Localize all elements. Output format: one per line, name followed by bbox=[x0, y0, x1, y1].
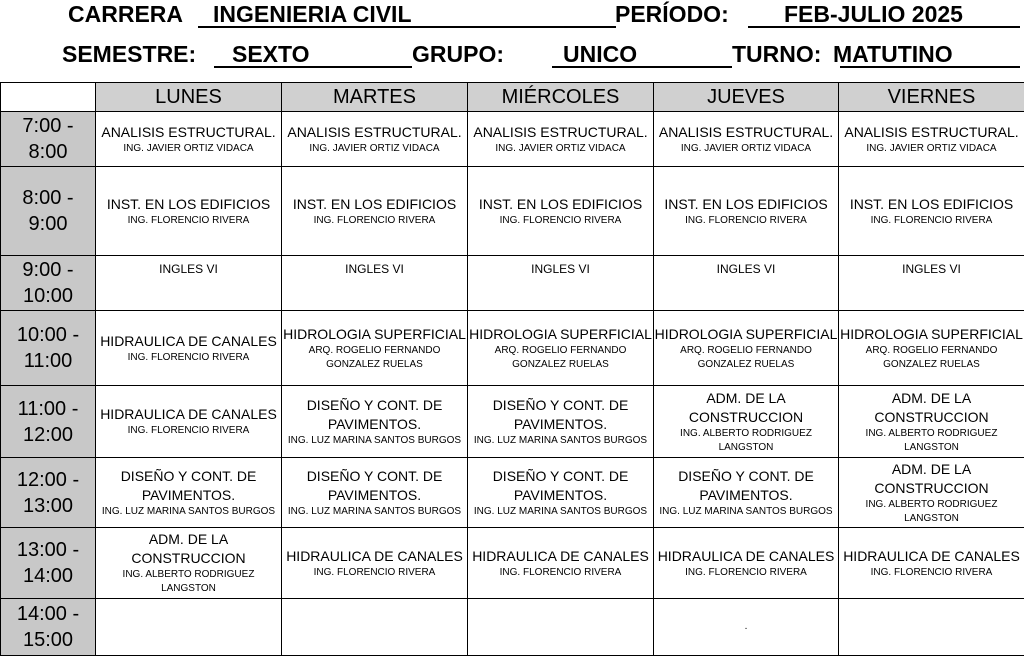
subject-name: ANALISIS ESTRUCTURAL. bbox=[96, 123, 281, 142]
subject-name: DISEÑO Y CONT. DE PAVIMENTOS. bbox=[468, 396, 653, 434]
subject-name: HIDRAULICA DE CANALES bbox=[282, 547, 467, 566]
teacher-name: ING. ALBERTO RODRIGUEZ LANGSTON bbox=[654, 427, 838, 455]
teacher-name: INGLES VI bbox=[839, 262, 1024, 276]
teacher-name: ING. JAVIER ORTIZ VIDACA bbox=[282, 142, 467, 156]
carrera-value: INGENIERIA CIVIL bbox=[213, 0, 412, 28]
subject-name: HIDRAULICA DE CANALES bbox=[654, 547, 838, 566]
subject-name: HIDRAULICA DE CANALES bbox=[468, 547, 653, 566]
teacher-name: ING. LUZ MARINA SANTOS BURGOS bbox=[654, 505, 838, 519]
subject-name: INST. EN LOS EDIFICIOS bbox=[839, 195, 1024, 214]
day-header: LUNES bbox=[96, 83, 282, 112]
class-cell bbox=[468, 112, 654, 167]
turno-label: TURNO: bbox=[732, 40, 821, 68]
day-header: MARTES bbox=[282, 83, 468, 112]
teacher-name: ING. FLORENCIO RIVERA bbox=[839, 566, 1024, 580]
subject-name: INST. EN LOS EDIFICIOS bbox=[654, 195, 838, 214]
class-cell bbox=[839, 528, 1024, 599]
subject-name: DISEÑO Y CONT. DE PAVIMENTOS. bbox=[282, 396, 467, 434]
time-slot-label: 12:00 - 13:00 bbox=[1, 458, 96, 528]
class-cell bbox=[282, 167, 468, 256]
class-cell bbox=[654, 167, 839, 256]
subject-name: ANALISIS ESTRUCTURAL. bbox=[839, 123, 1024, 142]
day-header: MIÉRCOLES bbox=[468, 83, 654, 112]
subject-name: HIDROLOGIA SUPERFICIAL bbox=[654, 325, 838, 344]
class-cell bbox=[468, 528, 654, 599]
class-cell bbox=[839, 112, 1024, 167]
class-cell bbox=[654, 256, 839, 311]
time-slot-row bbox=[1, 256, 1024, 311]
class-cell bbox=[96, 256, 282, 311]
subject-name: HIDROLOGIA SUPERFICIAL bbox=[839, 325, 1024, 344]
teacher-name: ARQ. ROGELIO FERNANDO GONZALEZ RUELAS bbox=[282, 344, 467, 372]
teacher-name: ING. ALBERTO RODRIGUEZ LANGSTON bbox=[839, 427, 1024, 455]
time-slot-row bbox=[1, 599, 1024, 656]
time-slot-row bbox=[1, 112, 1024, 167]
schedule-table bbox=[0, 82, 1024, 656]
teacher-name: ING. LUZ MARINA SANTOS BURGOS bbox=[282, 505, 467, 519]
class-cell bbox=[96, 458, 282, 528]
subject-name: ANALISIS ESTRUCTURAL. bbox=[654, 123, 838, 142]
subject-name: INST. EN LOS EDIFICIOS bbox=[468, 195, 653, 214]
class-cell bbox=[654, 528, 839, 599]
subject-name: HIDRAULICA DE CANALES bbox=[96, 405, 281, 424]
semestre-label: SEMESTRE: bbox=[62, 40, 196, 68]
teacher-name: ING. FLORENCIO RIVERA bbox=[96, 424, 281, 438]
time-slot-row bbox=[1, 386, 1024, 458]
class-cell bbox=[282, 112, 468, 167]
time-slot-label: 13:00 - 14:00 bbox=[1, 528, 96, 599]
teacher-name: ING. FLORENCIO RIVERA bbox=[282, 214, 467, 228]
class-cell bbox=[468, 458, 654, 528]
class-cell bbox=[282, 528, 468, 599]
teacher-name: ING. FLORENCIO RIVERA bbox=[839, 214, 1024, 228]
class-cell bbox=[839, 167, 1024, 256]
teacher-name: ING. JAVIER ORTIZ VIDACA bbox=[654, 142, 838, 156]
time-slot-row bbox=[1, 167, 1024, 256]
subject-name: ADM. DE LA CONSTRUCCION bbox=[839, 389, 1024, 427]
subject-name: ADM. DE LA CONSTRUCCION bbox=[654, 389, 838, 427]
periodo-label: PERÍODO: bbox=[615, 0, 729, 28]
time-slot-label: 10:00 - 11:00 bbox=[1, 311, 96, 386]
time-slot-label: 14:00 - 15:00 bbox=[1, 599, 96, 656]
subject-name: HIDRAULICA DE CANALES bbox=[96, 332, 281, 351]
subject-name: DISEÑO Y CONT. DE PAVIMENTOS. bbox=[654, 467, 838, 505]
subject-name: ADM. DE LA CONSTRUCCION bbox=[96, 530, 281, 568]
teacher-name: ARQ. ROGELIO FERNANDO GONZALEZ RUELAS bbox=[654, 344, 838, 372]
class-cell bbox=[282, 386, 468, 458]
day-header: VIERNES bbox=[839, 83, 1024, 112]
class-cell bbox=[96, 112, 282, 167]
class-cell bbox=[282, 311, 468, 386]
class-cell bbox=[468, 167, 654, 256]
subject-name: DISEÑO Y CONT. DE PAVIMENTOS. bbox=[282, 467, 467, 505]
class-cell bbox=[96, 528, 282, 599]
teacher-name: ING. FLORENCIO RIVERA bbox=[468, 566, 653, 580]
class-cell bbox=[282, 599, 468, 656]
turno-value: MATUTINO bbox=[833, 40, 953, 68]
class-cell bbox=[96, 311, 282, 386]
time-slot-row bbox=[1, 458, 1024, 528]
subject-name: DISEÑO Y CONT. DE PAVIMENTOS. bbox=[468, 467, 653, 505]
time-slot-row bbox=[1, 311, 1024, 386]
class-cell bbox=[654, 458, 839, 528]
class-cell bbox=[654, 599, 839, 656]
teacher-name: INGLES VI bbox=[282, 262, 467, 276]
teacher-name: ING. ALBERTO RODRIGUEZ LANGSTON bbox=[96, 568, 281, 596]
class-cell bbox=[282, 256, 468, 311]
subject-name: INST. EN LOS EDIFICIOS bbox=[96, 195, 281, 214]
teacher-name: ING. JAVIER ORTIZ VIDACA bbox=[839, 142, 1024, 156]
teacher-name: ING. FLORENCIO RIVERA bbox=[96, 214, 281, 228]
time-slot-label: 8:00 - 9:00 bbox=[1, 167, 96, 256]
teacher-name: INGLES VI bbox=[468, 262, 653, 276]
class-cell bbox=[839, 458, 1024, 528]
teacher-name: ING. LUZ MARINA SANTOS BURGOS bbox=[468, 505, 653, 519]
class-cell bbox=[839, 599, 1024, 656]
time-slot-label: 7:00 - 8:00 bbox=[1, 112, 96, 167]
teacher-name: ING. FLORENCIO RIVERA bbox=[468, 214, 653, 228]
teacher-name: INGLES VI bbox=[96, 262, 281, 276]
time-slot-label: 11:00 - 12:00 bbox=[1, 386, 96, 458]
teacher-name: ING. LUZ MARINA SANTOS BURGOS bbox=[282, 434, 467, 448]
teacher-name: ARQ. ROGELIO FERNANDO GONZALEZ RUELAS bbox=[468, 344, 653, 372]
carrera-label: CARRERA bbox=[68, 0, 183, 28]
class-cell bbox=[96, 599, 282, 656]
teacher-name: ING. LUZ MARINA SANTOS BURGOS bbox=[468, 434, 653, 448]
semestre-value: SEXTO bbox=[232, 40, 310, 68]
periodo-value: FEB-JULIO 2025 bbox=[784, 0, 963, 28]
subject-name: HIDROLOGIA SUPERFICIAL bbox=[282, 325, 467, 344]
class-cell bbox=[468, 311, 654, 386]
class-cell bbox=[839, 256, 1024, 311]
class-cell bbox=[839, 311, 1024, 386]
teacher-name: ING. FLORENCIO RIVERA bbox=[96, 351, 281, 365]
grupo-value: UNICO bbox=[563, 40, 637, 68]
teacher-name: ING. FLORENCIO RIVERA bbox=[654, 566, 838, 580]
teacher-name: ING. LUZ MARINA SANTOS BURGOS bbox=[96, 505, 281, 519]
teacher-name: ING. JAVIER ORTIZ VIDACA bbox=[468, 142, 653, 156]
subject-name: DISEÑO Y CONT. DE PAVIMENTOS. bbox=[96, 467, 281, 505]
teacher-name: ING. ALBERTO RODRIGUEZ LANGSTON bbox=[839, 498, 1024, 526]
time-slot-label: 9:00 - 10:00 bbox=[1, 256, 96, 311]
subject-name: INST. EN LOS EDIFICIOS bbox=[282, 195, 467, 214]
subject-name: HIDROLOGIA SUPERFICIAL bbox=[468, 325, 653, 344]
class-cell bbox=[96, 386, 282, 458]
class-cell bbox=[839, 386, 1024, 458]
teacher-name: ING. JAVIER ORTIZ VIDACA bbox=[96, 142, 281, 156]
teacher-name: ARQ. ROGELIO FERNANDO GONZALEZ RUELAS bbox=[839, 344, 1024, 372]
class-cell bbox=[468, 386, 654, 458]
class-cell bbox=[96, 167, 282, 256]
subject-name: ANALISIS ESTRUCTURAL. bbox=[468, 123, 653, 142]
teacher-name: . bbox=[654, 620, 838, 634]
time-slot-row bbox=[1, 528, 1024, 599]
teacher-name: ING. FLORENCIO RIVERA bbox=[654, 214, 838, 228]
class-cell bbox=[654, 386, 839, 458]
subject-name: ANALISIS ESTRUCTURAL. bbox=[282, 123, 467, 142]
teacher-name: INGLES VI bbox=[654, 262, 838, 276]
grupo-label: GRUPO: bbox=[412, 40, 504, 68]
class-cell bbox=[468, 256, 654, 311]
teacher-name: ING. FLORENCIO RIVERA bbox=[282, 566, 467, 580]
subject-name: ADM. DE LA CONSTRUCCION bbox=[839, 460, 1024, 498]
corner-cell bbox=[1, 83, 96, 112]
day-header-row bbox=[1, 83, 1024, 112]
class-cell bbox=[654, 112, 839, 167]
subject-name: HIDRAULICA DE CANALES bbox=[839, 547, 1024, 566]
class-cell bbox=[654, 311, 839, 386]
class-cell bbox=[468, 599, 654, 656]
class-cell bbox=[282, 458, 468, 528]
day-header: JUEVES bbox=[654, 83, 839, 112]
